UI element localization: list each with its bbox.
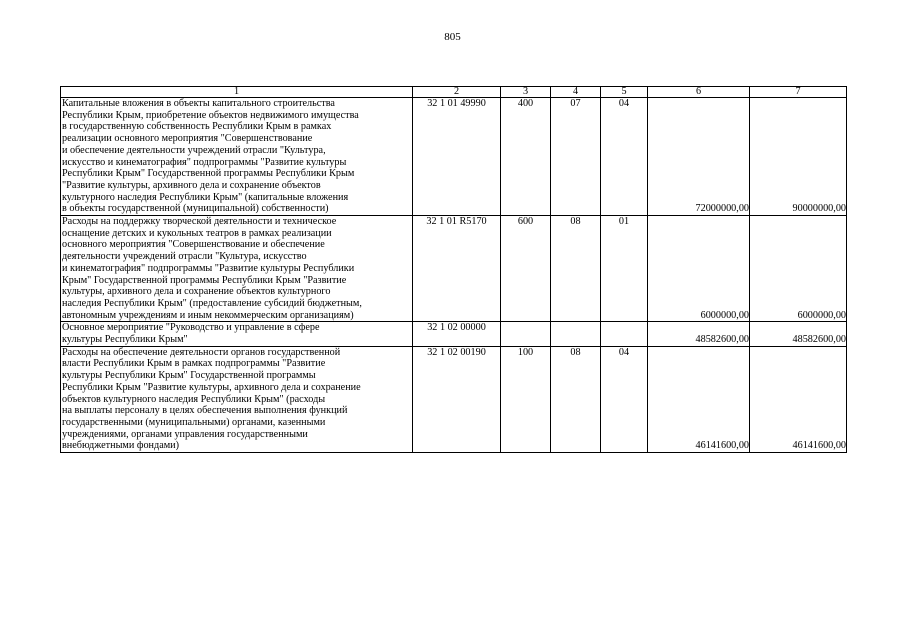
row-target-code: 32 1 01 R5170	[413, 216, 501, 322]
column-header: 7	[750, 87, 847, 98]
row-target-code: 32 1 01 49990	[413, 98, 501, 216]
column-header: 2	[413, 87, 501, 98]
row-target-code: 32 1 02 00190	[413, 346, 501, 452]
table-row	[61, 216, 847, 322]
row-subsection	[601, 322, 648, 346]
row-sum-col6: 48582600,00	[648, 322, 750, 346]
row-description: Основное мероприятие "Руководство и управление в сфере культуры Республики Крым"	[61, 322, 413, 346]
row-description: Расходы на обеспечение деятельности органов государственной власти Республики Крым в рамках подпрограммы "Развитие культуры Республики Крым" Государственной программы Республики Крым "Развитие культуры, архивного дела и сохранение объектов культурного наследия Республики Крым" (расходы на выплаты персоналу в целях обеспечения выполнения функций государственными (муниципальными) органами, казенными учреждениями, органами управления государственными внебюджетными фондами)	[61, 346, 413, 452]
row-sum-col7: 6000000,00	[750, 216, 847, 322]
row-sum-col6: 46141600,00	[648, 346, 750, 452]
row-sum-col7: 90000000,00	[750, 98, 847, 216]
page-number: 805	[444, 31, 461, 43]
table-header-row	[61, 87, 847, 98]
row-sum-col7: 46141600,00	[750, 346, 847, 452]
row-subsection: 04	[601, 346, 648, 452]
row-expense-type: 400	[501, 98, 551, 216]
column-header: 3	[501, 87, 551, 98]
row-description: Капитальные вложения в объекты капитального строительства Республики Крым, приобретение объектов недвижимого имущества в государственную собственность Республики Крым в рамках реализации основного мероприятия "Совершенствование и обеспечение деятельности учреждений отрасли "Культура, искусство и кинематография" подпрограммы "Развитие культуры Республики Крым" Государственной программы Республики Крым "Развитие культуры, архивного дела и сохранение объектов культурного наследия Республики Крым" (капитальные вложения в объекты государственной (муниципальной) собственности)	[61, 98, 413, 216]
row-subsection: 01	[601, 216, 648, 322]
table-row	[61, 98, 847, 216]
row-description: Расходы на поддержку творческой деятельности и техническое оснащение детских и кукольных театров в рамках реализации основного мероприятия "Совершенствование и обеспечение деятельности учреждений отрасли "Культура, искусство и кинематография" подпрограммы "Развитие культуры Республики Крым" Государственной программы Республики Крым "Развитие культуры, архивного дела и сохранение объектов культурного наследия Республики Крым" (предоставление субсидий бюджетным, автономным учреждениям и иным некоммерческим организациям)	[61, 216, 413, 322]
row-expense-type: 600	[501, 216, 551, 322]
row-subsection: 04	[601, 98, 648, 216]
column-header: 4	[551, 87, 601, 98]
row-sum-col6: 72000000,00	[648, 98, 750, 216]
column-header: 1	[61, 87, 413, 98]
row-section: 08	[551, 216, 601, 322]
row-sum-col7: 48582600,00	[750, 322, 847, 346]
table-row	[61, 346, 847, 452]
column-header: 5	[601, 87, 648, 98]
row-section	[551, 322, 601, 346]
column-header: 6	[648, 87, 750, 98]
row-sum-col6: 6000000,00	[648, 216, 750, 322]
row-expense-type	[501, 322, 551, 346]
row-section: 07	[551, 98, 601, 216]
row-expense-type: 100	[501, 346, 551, 452]
table-row	[61, 322, 847, 346]
row-target-code: 32 1 02 00000	[413, 322, 501, 346]
row-section: 08	[551, 346, 601, 452]
budget-table	[60, 86, 847, 453]
